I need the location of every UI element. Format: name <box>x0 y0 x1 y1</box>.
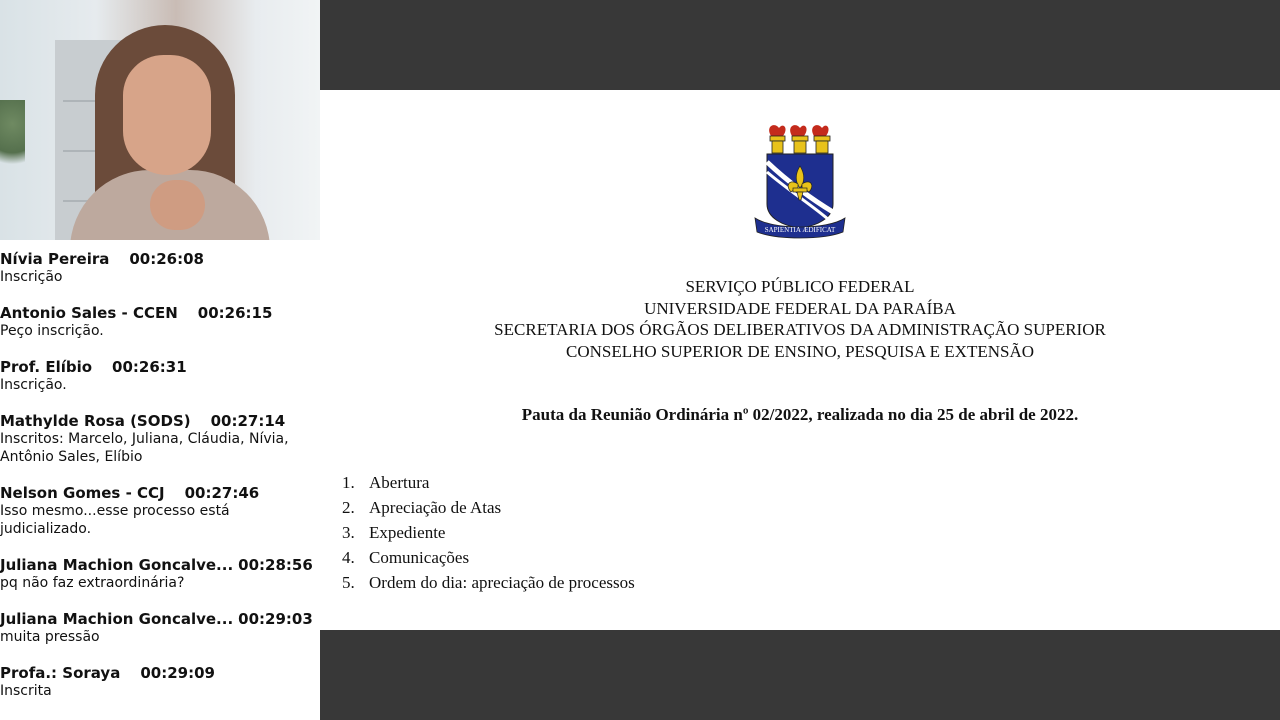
chat-time: 00:27:14 <box>210 412 286 430</box>
presentation-stage <box>320 0 1280 720</box>
agenda-item: 3. Expediente <box>342 523 446 542</box>
chat-message-header <box>0 484 320 502</box>
torch-icon <box>790 125 808 153</box>
ufpb-crest-icon <box>753 122 847 240</box>
chat-message-header <box>0 358 320 376</box>
chat-time: 00:29:09 <box>140 664 215 682</box>
chat-message-header <box>0 610 320 628</box>
agenda-item: 1. Abertura <box>342 473 430 492</box>
agenda-item: 4. Comunicações <box>342 548 470 567</box>
chat-message-header <box>0 250 320 268</box>
header-line: CONSELHO SUPERIOR DE ENSINO, PESQUISA E EXTENSÃO <box>566 341 1034 361</box>
chat-sender: Nívia Pereira <box>0 250 110 268</box>
pauta-title: Pauta da Reunião Ordinária nº 02/2022, realizada no dia 25 de abril de 2022. <box>521 405 1079 424</box>
chat-message-header <box>0 664 320 682</box>
chat-text: pq não faz extraordinária? <box>0 575 185 591</box>
chat-message <box>0 610 320 646</box>
chat-message-header <box>0 304 320 322</box>
chat-text: Peço inscrição. <box>0 323 104 339</box>
video-background-plant <box>0 100 25 180</box>
chat-sender: Antonio Sales - CCEN <box>0 304 178 322</box>
chat-time: 00:26:31 <box>112 358 187 376</box>
chat-text: Inscrita <box>0 683 52 699</box>
header-line: SECRETARIA DOS ÓRGÃOS DELIBERATIVOS DA ADMINISTRAÇÃO SUPERIOR <box>494 320 1106 339</box>
chat-message <box>0 250 320 286</box>
chat-message <box>0 556 320 592</box>
chat-text: Inscrição. <box>0 377 67 393</box>
torch-icon <box>812 125 830 153</box>
participant-face <box>123 55 211 175</box>
agenda-item: 5. Ordem do dia: apreciação de processos <box>342 573 635 592</box>
chat-time: 00:29:03 <box>238 610 313 628</box>
presentation-slide <box>320 90 1280 630</box>
slide-header <box>320 276 1280 362</box>
agenda-item: 2. Apreciação de Atas <box>342 498 502 517</box>
chat-message <box>0 304 320 340</box>
crest-motto: SAPIENTIA ÆDIFICAT <box>764 226 836 234</box>
chat-sender: Juliana Machion Goncalve... <box>0 610 234 628</box>
chat-time: 00:26:15 <box>197 304 273 322</box>
chat-message-header <box>0 412 320 430</box>
chat-message <box>0 664 320 700</box>
torch-icon <box>769 125 785 153</box>
chat-text: muita pressão <box>0 629 100 645</box>
chat-time: 00:27:46 <box>184 484 260 502</box>
header-line: SERVIÇO PÚBLICO FEDERAL <box>685 277 915 296</box>
chat-sender: Prof. Elíbio <box>0 358 93 376</box>
participant-hand <box>150 180 205 230</box>
agenda-list <box>342 473 635 598</box>
chat-message <box>0 484 320 538</box>
chat-panel <box>0 250 320 718</box>
chat-message <box>0 358 320 394</box>
chat-sender: Nelson Gomes - CCJ <box>0 484 165 502</box>
chat-sender: Juliana Machion Goncalve... <box>0 556 234 574</box>
chat-text: Isso mesmo...esse processo está judicializado. <box>0 503 230 537</box>
left-panel <box>0 0 320 720</box>
chat-text: Inscrição <box>0 269 63 285</box>
chat-message-header <box>0 556 320 574</box>
chat-time: 00:28:56 <box>238 556 313 574</box>
chat-message <box>0 412 320 466</box>
header-line: UNIVERSIDADE FEDERAL DA PARAÍBA <box>644 298 956 318</box>
chat-sender: Mathylde Rosa (SODS) <box>0 412 191 430</box>
participant-video[interactable] <box>0 0 320 240</box>
chat-time: 00:26:08 <box>129 250 204 268</box>
chat-sender: Profa.: Soraya <box>0 664 121 682</box>
chat-text: Inscritos: Marcelo, Juliana, Cláudia, Nívia, Antônio Sales, Elíbio <box>0 431 289 465</box>
